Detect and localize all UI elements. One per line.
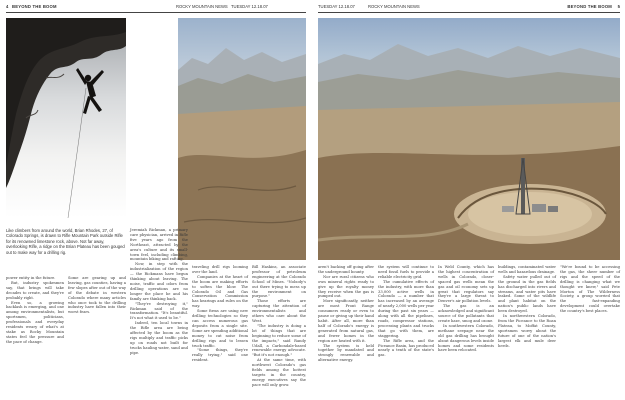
paragraph: Nor are rural citizens who own mineral rights ready to give up the royalty money they receive when the gas is pumped out. <box>318 274 374 299</box>
right-header-rule <box>318 12 620 13</box>
valley-right-graphic <box>318 18 620 260</box>
right-section-title: BEYOND THE BOOM <box>567 4 612 9</box>
article-column-8 <box>438 265 494 353</box>
paragraph: In southwestern Colorado, methane seepage near the old gas drilling has brought about dangerous levels inside homes and some residents have been relocated. <box>438 323 494 353</box>
paragraph: "We're bound to be accessing the gas, the sheer number of rigs and the speed of the drilling is changing what we thought we knew," said Pete Morton of The Wilderness Society, a group worried that the fast-expanding development could overtake the country's best places. <box>560 265 620 314</box>
paragraph: Even so, a growing backlash is emerging, and one among environmentalists, but sportsmen, politicians, professionals and everyday residents weary of what's at stake as Rocky Mountain states feel the pressure and the pace of change. <box>6 300 64 344</box>
right-page-number: 5 <box>617 4 620 9</box>
paragraph: power entity in the future. <box>6 276 56 280</box>
paragraph: Indeed, ten local towns in the Rifle area are being affected by the boom as the rigs multiply and traffic picks up on roads not built for trucks hauling water, sand and pipe. <box>130 321 188 355</box>
right-date: TUESDAY 12.18.07 <box>318 4 355 9</box>
left-date: TUESDAY 12.18.07 <box>231 4 268 9</box>
photo-caption: Like climbers from around the world, Brian Rhodes, 27, of Colorado Springs, is drawn to Rifle Mountain Park outside Rifle for its renowned limestone rock, above. Not far away, overlooking Rifle, a ridge on the Brian Plateau has been gouged out to make way for a drilling rig. <box>6 228 125 255</box>
paragraph: The cumulative effects of the industry, with more than 33,000 active wells in Colorado — a number that has increased by an average of nearly 2,000 wells per year during the past six years — along with all the pipelines, roads, compressor stations, processing plants and trucks that go with them, are staggering. <box>378 279 434 338</box>
valley-photo-right <box>318 18 620 260</box>
paragraph: buildings, contaminated water wells and hazardous drainage. <box>498 265 556 274</box>
left-paper-name: ROCKY MOUNTAIN NEWS <box>176 4 228 9</box>
paragraph: traveling drill rigs looming over the land. <box>192 265 248 274</box>
paragraph: At the same time, with northwest Colorado's gas fields among the hottest targets in the country, energy executives say the pace will only grow. <box>252 358 306 387</box>
article-column-2 <box>68 276 126 315</box>
article-column-3 <box>130 228 188 356</box>
paragraph: Those efforts are capturing the attention of environmentalists and others who care about the West. <box>252 299 306 323</box>
climber-rock-graphic <box>6 18 126 218</box>
paragraph: The system is held together by mandated and strongly renewable and alternative energy. <box>318 343 374 363</box>
article-column-10 <box>560 265 620 314</box>
paragraph: Bill Haskins, an associate professor of petroleum engineering at the Colorado School of Mines. "Nobody's out there trying to mess up the environment on purpose." <box>252 265 306 299</box>
valley-photo-left <box>178 18 306 260</box>
paragraph: "The industry is doing a lot of things that are beginning to reduce some of the impacts," said Randy Udall, a Carbondale-based renewable energy advocate. "But it's not enough." <box>252 323 306 358</box>
paragraph: More significantly, neither are most Front Range consumers ready or even to pause or giving up their hand habit. After all, more than half of Colorado's energy is generated from natural gas, and fewer homes in the region are heated with it. <box>318 299 374 343</box>
article-column-9 <box>498 265 556 348</box>
paragraph: the system will continue to need fossil fuels to provide a reliable electricity grid. <box>378 265 434 279</box>
paragraph: "They're destroying it," Rickman said of the transformation. "It's beautiful. It's not what it used to be." <box>130 301 188 321</box>
left-header-rule <box>6 12 306 13</box>
article-column-5 <box>252 265 306 388</box>
valley-left-graphic <box>178 18 306 260</box>
left-page-number: 4 <box>6 4 9 9</box>
paragraph: "Some things, they're really trying," said one resident. <box>192 348 248 363</box>
article-column-6 <box>318 265 374 363</box>
paragraph: In northwestern Colorado, from the Piceance to the Roan Plateau, to Moffat County, sportsmen worry about the future of one of the nation's largest elk and mule deer herds. <box>498 314 556 348</box>
paragraph: The gas is an acknowledged and significant source of the pollutants that create haze, smog and ozone. <box>438 304 494 323</box>
paragraph: Jeremiah Rickman, a primary care physician, arrived in Rifle five years ago from the Northeast, attracted by the area's culture and its small-town feel, including climbing, mountain biking and rafting. <box>130 228 188 262</box>
paragraph: The Rifle area, and the Piceance Basin, has produced nearly a tenth of the state's gas. <box>378 338 434 358</box>
paragraph: aren't backing off going after the underground bounty. <box>318 265 374 274</box>
paragraph: Some firms are using new drilling technologies so they can access numerous gas deposits from a single site. Some are spending additional money to cut noise from drilling rigs and to lessen truck traffic. <box>192 309 248 348</box>
right-paper-name: ROCKY MOUNTAIN NEWS <box>368 4 420 9</box>
article-column-4 <box>192 265 248 363</box>
paragraph: Companies at the heart of the boom are making efforts to soften the blow. The Colorado Oil and Gas Conservation Commission has hearings and rules on the way. <box>192 274 248 309</box>
article-column-1 <box>6 276 64 345</box>
paragraph: But, industry spokesmen say, that brings will take decades to create, and they're probably right. <box>6 280 64 300</box>
paragraph: In Weld County, which has the highest concentration of wells in Colorado, closer-spaced gas wells mean the gas and oil economy sets up great that regulators say they're a large threat to Denver's air pollution levels. <box>438 265 494 304</box>
article-column-7 <box>378 265 434 358</box>
climber-photo <box>6 18 126 218</box>
left-section-title: BEYOND THE BOOM <box>12 4 57 9</box>
paragraph: Now, in step with the industrialization of the region — the Rickmans have begun thinking about leaving. The noise, traffic and odors from drilling operations are no longer the place he and his family are thinking back. <box>130 262 188 301</box>
paragraph: Safety water pulled out of the ground in the gas fields has discharged into rivers and streams, and water pits have leaked. Some of the wildlife and plant habitat on the nation's public lands have been destroyed. <box>498 274 556 314</box>
paragraph: Some are gearing up and leaving, gas counties, having a few slopes after out of the way of the debate in western Colorado where many articles who once took to the drilling industry have fallen into their worst fears. <box>68 276 126 315</box>
